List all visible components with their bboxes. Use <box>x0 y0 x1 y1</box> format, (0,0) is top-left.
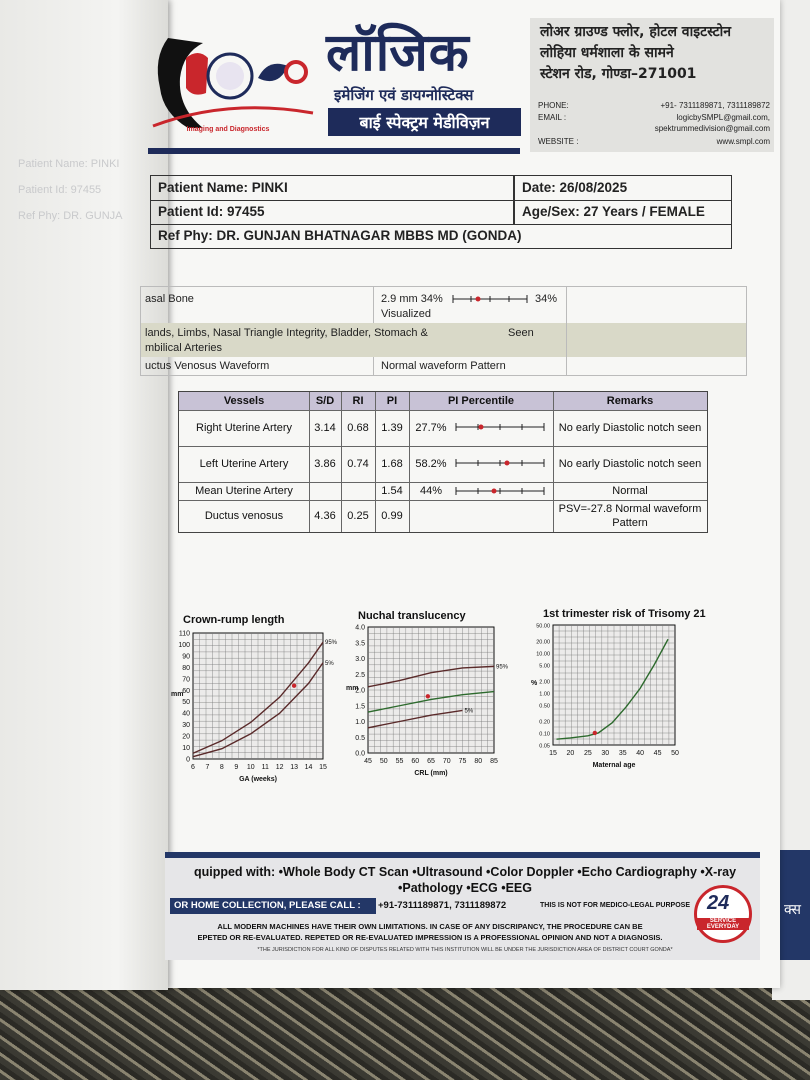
finding-percentile: 34% <box>535 293 558 305</box>
ri-value: 0.74 <box>347 458 369 470</box>
report-date: Date: 26/08/2025 <box>522 180 628 195</box>
disclaimer-line: ALL MODERN MACHINES HAVE THEIR OWN LIMITATIONS. IN CASE OF ANY DISCRIPANCY, THE PROCEDURE CAN BE <box>217 922 643 931</box>
badge-number: 24 <box>707 892 730 914</box>
finding-value: Seen <box>508 327 534 339</box>
x-tick-label: 50 <box>379 758 388 765</box>
address-line: स्टेशन रोड, गोण्डा–271001 <box>540 66 697 82</box>
y-tick-label: 80 <box>182 664 190 672</box>
y-tick-label: 10.00 <box>536 651 550 658</box>
y-tick-label: 1.00 <box>539 691 550 698</box>
website-label: WEBSITE : <box>538 137 579 146</box>
percentile-scale-icon <box>451 292 531 306</box>
x-tick-label: 30 <box>601 750 610 757</box>
background-surface <box>0 985 810 1080</box>
address-block <box>540 22 770 85</box>
x-tick-label: 12 <box>275 764 284 771</box>
pi-percentile: 27.7% <box>415 422 447 434</box>
sd-value: 4.36 <box>314 510 336 522</box>
y-tick-label: 10 <box>182 745 190 753</box>
chart-title: Crown-rump length <box>183 614 285 626</box>
x-tick-label: 9 <box>234 764 239 771</box>
remark: No early Diastolic notch seen <box>558 422 702 434</box>
y-tick-label: 1.0 <box>355 719 365 726</box>
remark: PSV=-27.8 Normal waveform Pattern <box>558 503 702 529</box>
equipment-line: •Pathology •ECG •EEG <box>398 881 532 895</box>
x-tick-label: 40 <box>636 750 645 757</box>
x-tick-label: 55 <box>395 758 404 765</box>
findings-table <box>140 286 747 376</box>
service-badge-icon <box>694 885 752 943</box>
footer-divider <box>165 852 760 858</box>
x-tick-label: 70 <box>442 758 451 765</box>
series-label: 5% <box>464 708 474 715</box>
patient-info-box <box>150 175 732 249</box>
y-tick-label: 0.5 <box>355 734 365 742</box>
finding-value: 2.9 mm 34% <box>381 293 443 305</box>
findings-row <box>141 323 746 357</box>
email-label: EMAIL : <box>538 113 567 122</box>
badge-text: SERVICE EVERYDAY <box>697 918 749 930</box>
x-tick-label: 10 <box>246 764 255 771</box>
previous-page <box>0 0 168 990</box>
finding-label: asal Bone <box>145 293 194 305</box>
finding-label: uctus Venosus Waveform <box>145 360 270 372</box>
y-tick-label: 2.5 <box>355 671 365 679</box>
referring-physician: Ref Phy: DR. GUNJAN BHATNAGAR MBBS MD (GONDA) <box>158 228 522 243</box>
y-tick-label: 0.50 <box>539 703 550 710</box>
x-tick-label: 7 <box>205 764 210 771</box>
column-header: Remarks <box>553 392 707 410</box>
sd-value: 3.14 <box>314 422 336 434</box>
patient-marker <box>292 683 296 687</box>
phone-label: PHONE: <box>538 101 569 110</box>
pi-value: 1.54 <box>381 485 403 497</box>
brand-division: बाई स्पेक्ट्रम मेडीविज़न <box>328 108 521 136</box>
y-tick-label: 40 <box>182 710 190 718</box>
y-tick-label: 5.00 <box>539 663 550 670</box>
x-axis-label: GA (weeks) <box>239 776 277 783</box>
ri-value: 0.68 <box>347 422 369 434</box>
address-line: लोहिया धर्मशाला के सामने <box>540 45 674 61</box>
y-tick-label: 1.5 <box>355 703 365 711</box>
findings-row <box>141 357 746 375</box>
x-tick-label: 60 <box>411 758 420 765</box>
column-header: RI <box>341 392 375 410</box>
y-axis-label: % <box>531 680 538 687</box>
chart-title: 1st trimester risk of Trisomy 21 <box>543 608 706 620</box>
vessel-name: Right Uterine Artery <box>196 422 292 434</box>
patient-marker <box>426 694 430 698</box>
y-tick-label: 0.05 <box>539 743 550 750</box>
x-tick-label: 65 <box>427 758 435 765</box>
header-divider <box>148 148 520 154</box>
not-medico-legal: THIS IS NOT FOR MEDICO-LEGAL PURPOSE <box>540 902 690 909</box>
y-tick-label: 70 <box>182 676 190 684</box>
x-tick-label: 50 <box>671 750 679 757</box>
x-tick-label: 75 <box>458 758 467 765</box>
y-tick-label: 4.0 <box>355 624 365 632</box>
series-label: 95% <box>496 664 509 671</box>
x-tick-label: 20 <box>566 750 575 757</box>
equipment-list <box>170 864 760 896</box>
pi-value: 1.68 <box>381 458 403 470</box>
remark: Normal <box>612 485 648 497</box>
y-tick-label: 100 <box>178 641 190 649</box>
y-tick-label: 0.0 <box>355 750 365 758</box>
next-page-footer-block: क्स <box>780 850 810 960</box>
percentile-scale-icon <box>454 420 549 434</box>
y-tick-label: 50 <box>182 699 190 707</box>
y-tick-label: 60 <box>182 687 190 695</box>
ghost-text: Ref Phy: DR. GUNJA <box>18 210 123 222</box>
y-tick-label: 0.20 <box>539 719 550 726</box>
pi-percentile: 44% <box>419 485 443 497</box>
address-line: लोअर ग्राउण्ड फ्लोर, होटल वाइटस्टोन <box>540 24 732 40</box>
column-header: Vessels <box>179 392 309 410</box>
clinic-logo-icon <box>148 18 318 138</box>
y-tick-label: 50.00 <box>536 623 550 630</box>
y-tick-label: 2.00 <box>539 679 550 686</box>
y-tick-label: 3.5 <box>355 640 365 648</box>
y-tick-label: 110 <box>178 630 190 638</box>
y-tick-label: 90 <box>182 653 190 661</box>
website-value: www.smpl.com <box>716 137 770 146</box>
email-value: spektrummedivision@gmail.com <box>654 124 770 133</box>
x-tick-label: 11 <box>261 764 269 771</box>
patient-marker <box>593 731 597 735</box>
brand-name: लॉजिक <box>326 23 470 83</box>
x-tick-label: 15 <box>319 764 327 771</box>
finding-label: lands, Limbs, Nasal Triangle Integrity, Bladder, Stomach & <box>145 327 428 339</box>
charts-area <box>165 605 725 800</box>
email-value: logicbySMPL@gmail.com, <box>676 113 770 122</box>
pi-value: 0.99 <box>381 510 403 522</box>
x-tick-label: 45 <box>653 750 662 757</box>
column-header: PI Percentile <box>409 392 553 410</box>
disclaimer-line: EPETED OR RE-EVALUATED. REPETED OR RE-EVALUATED IMPRESSION IS A PROFESSIONAL OPINION AND NOT A DIAGNOSIS. <box>197 933 663 942</box>
patient-name: Patient Name: PINKI <box>158 180 288 195</box>
x-axis-label: Maternal age <box>592 762 636 769</box>
vessel-name: Left Uterine Artery <box>199 458 289 470</box>
y-tick-label: 0 <box>186 756 190 764</box>
x-tick-label: 6 <box>191 764 195 771</box>
pi-percentile: 58.2% <box>415 458 447 470</box>
series-label: 5% <box>325 660 334 667</box>
x-tick-label: 80 <box>474 758 483 765</box>
y-tick-label: 20 <box>182 733 190 741</box>
remark: No early Diastolic notch seen <box>558 458 702 470</box>
home-collection-label: OR HOME COLLECTION, PLEASE CALL : <box>170 898 376 914</box>
vessel-name: Mean Uterine Artery <box>195 485 293 497</box>
home-collection-phone: +91-7311189871, 7311189872 <box>378 900 507 911</box>
doppler-table <box>178 391 708 533</box>
y-tick-label: 0.10 <box>539 731 550 738</box>
y-axis-label: mm <box>346 685 359 692</box>
ri-value: 0.25 <box>347 510 369 522</box>
jurisdiction-note: *THE JURISDICTION FOR ALL KIND OF DISPUTES RELATED WITH THIS INSTITUTION WILL BE UNDER THE JURISDICTION AREA OF DISTRICT COURT GONDA* <box>257 947 673 953</box>
ghost-text: Patient Id: 97455 <box>18 184 102 196</box>
x-tick-label: 14 <box>304 764 313 771</box>
x-tick-label: 45 <box>364 758 372 765</box>
vessel-name: Ductus venosus <box>204 510 284 522</box>
finding-label: mbilical Arteries <box>145 342 223 354</box>
x-tick-label: 85 <box>490 758 498 765</box>
finding-value: Normal waveform Pattern <box>381 360 506 372</box>
chart-title: Nuchal translucency <box>358 610 466 622</box>
findings-row <box>141 287 746 323</box>
y-axis-label: mm <box>171 691 184 698</box>
finding-value: Visualized <box>381 308 431 320</box>
series-label: 95% <box>325 640 338 647</box>
x-tick-label: 25 <box>583 750 592 757</box>
patient-id: Patient Id: 97455 <box>158 204 265 219</box>
column-header: PI <box>375 392 409 410</box>
x-tick-label: 13 <box>290 764 299 771</box>
y-tick-label: 2.0 <box>355 687 365 695</box>
y-tick-label: 30 <box>182 722 190 730</box>
y-tick-label: 3.0 <box>355 656 365 663</box>
brand-tagline: इमेजिंग एवं डायग्नोस्टिक्स <box>334 86 474 104</box>
x-axis-label: CRL (mm) <box>414 770 448 777</box>
x-tick-label: 35 <box>618 750 627 757</box>
x-tick-label: 8 <box>219 764 224 771</box>
equipment-line: quipped with: •Whole Body CT Scan •Ultrasound •Color Doppler •Echo Cardiography •X-ray <box>193 865 737 879</box>
percentile-scale-icon <box>454 484 549 498</box>
disclaimer <box>170 921 690 943</box>
ghost-text: Patient Name: PINKI <box>18 158 120 170</box>
phone-value: +91- 7311189871, 7311189872 <box>660 101 770 110</box>
pi-value: 1.39 <box>381 422 403 434</box>
logo-caption: Imaging and Diagnostics <box>186 126 270 133</box>
y-tick-label: 20.00 <box>536 639 550 646</box>
sd-value: 3.86 <box>314 458 336 470</box>
x-tick-label: 15 <box>549 750 557 757</box>
percentile-scale-icon <box>454 456 549 470</box>
age-sex: Age/Sex: 27 Years / FEMALE <box>522 204 705 219</box>
column-header: S/D <box>309 392 341 410</box>
